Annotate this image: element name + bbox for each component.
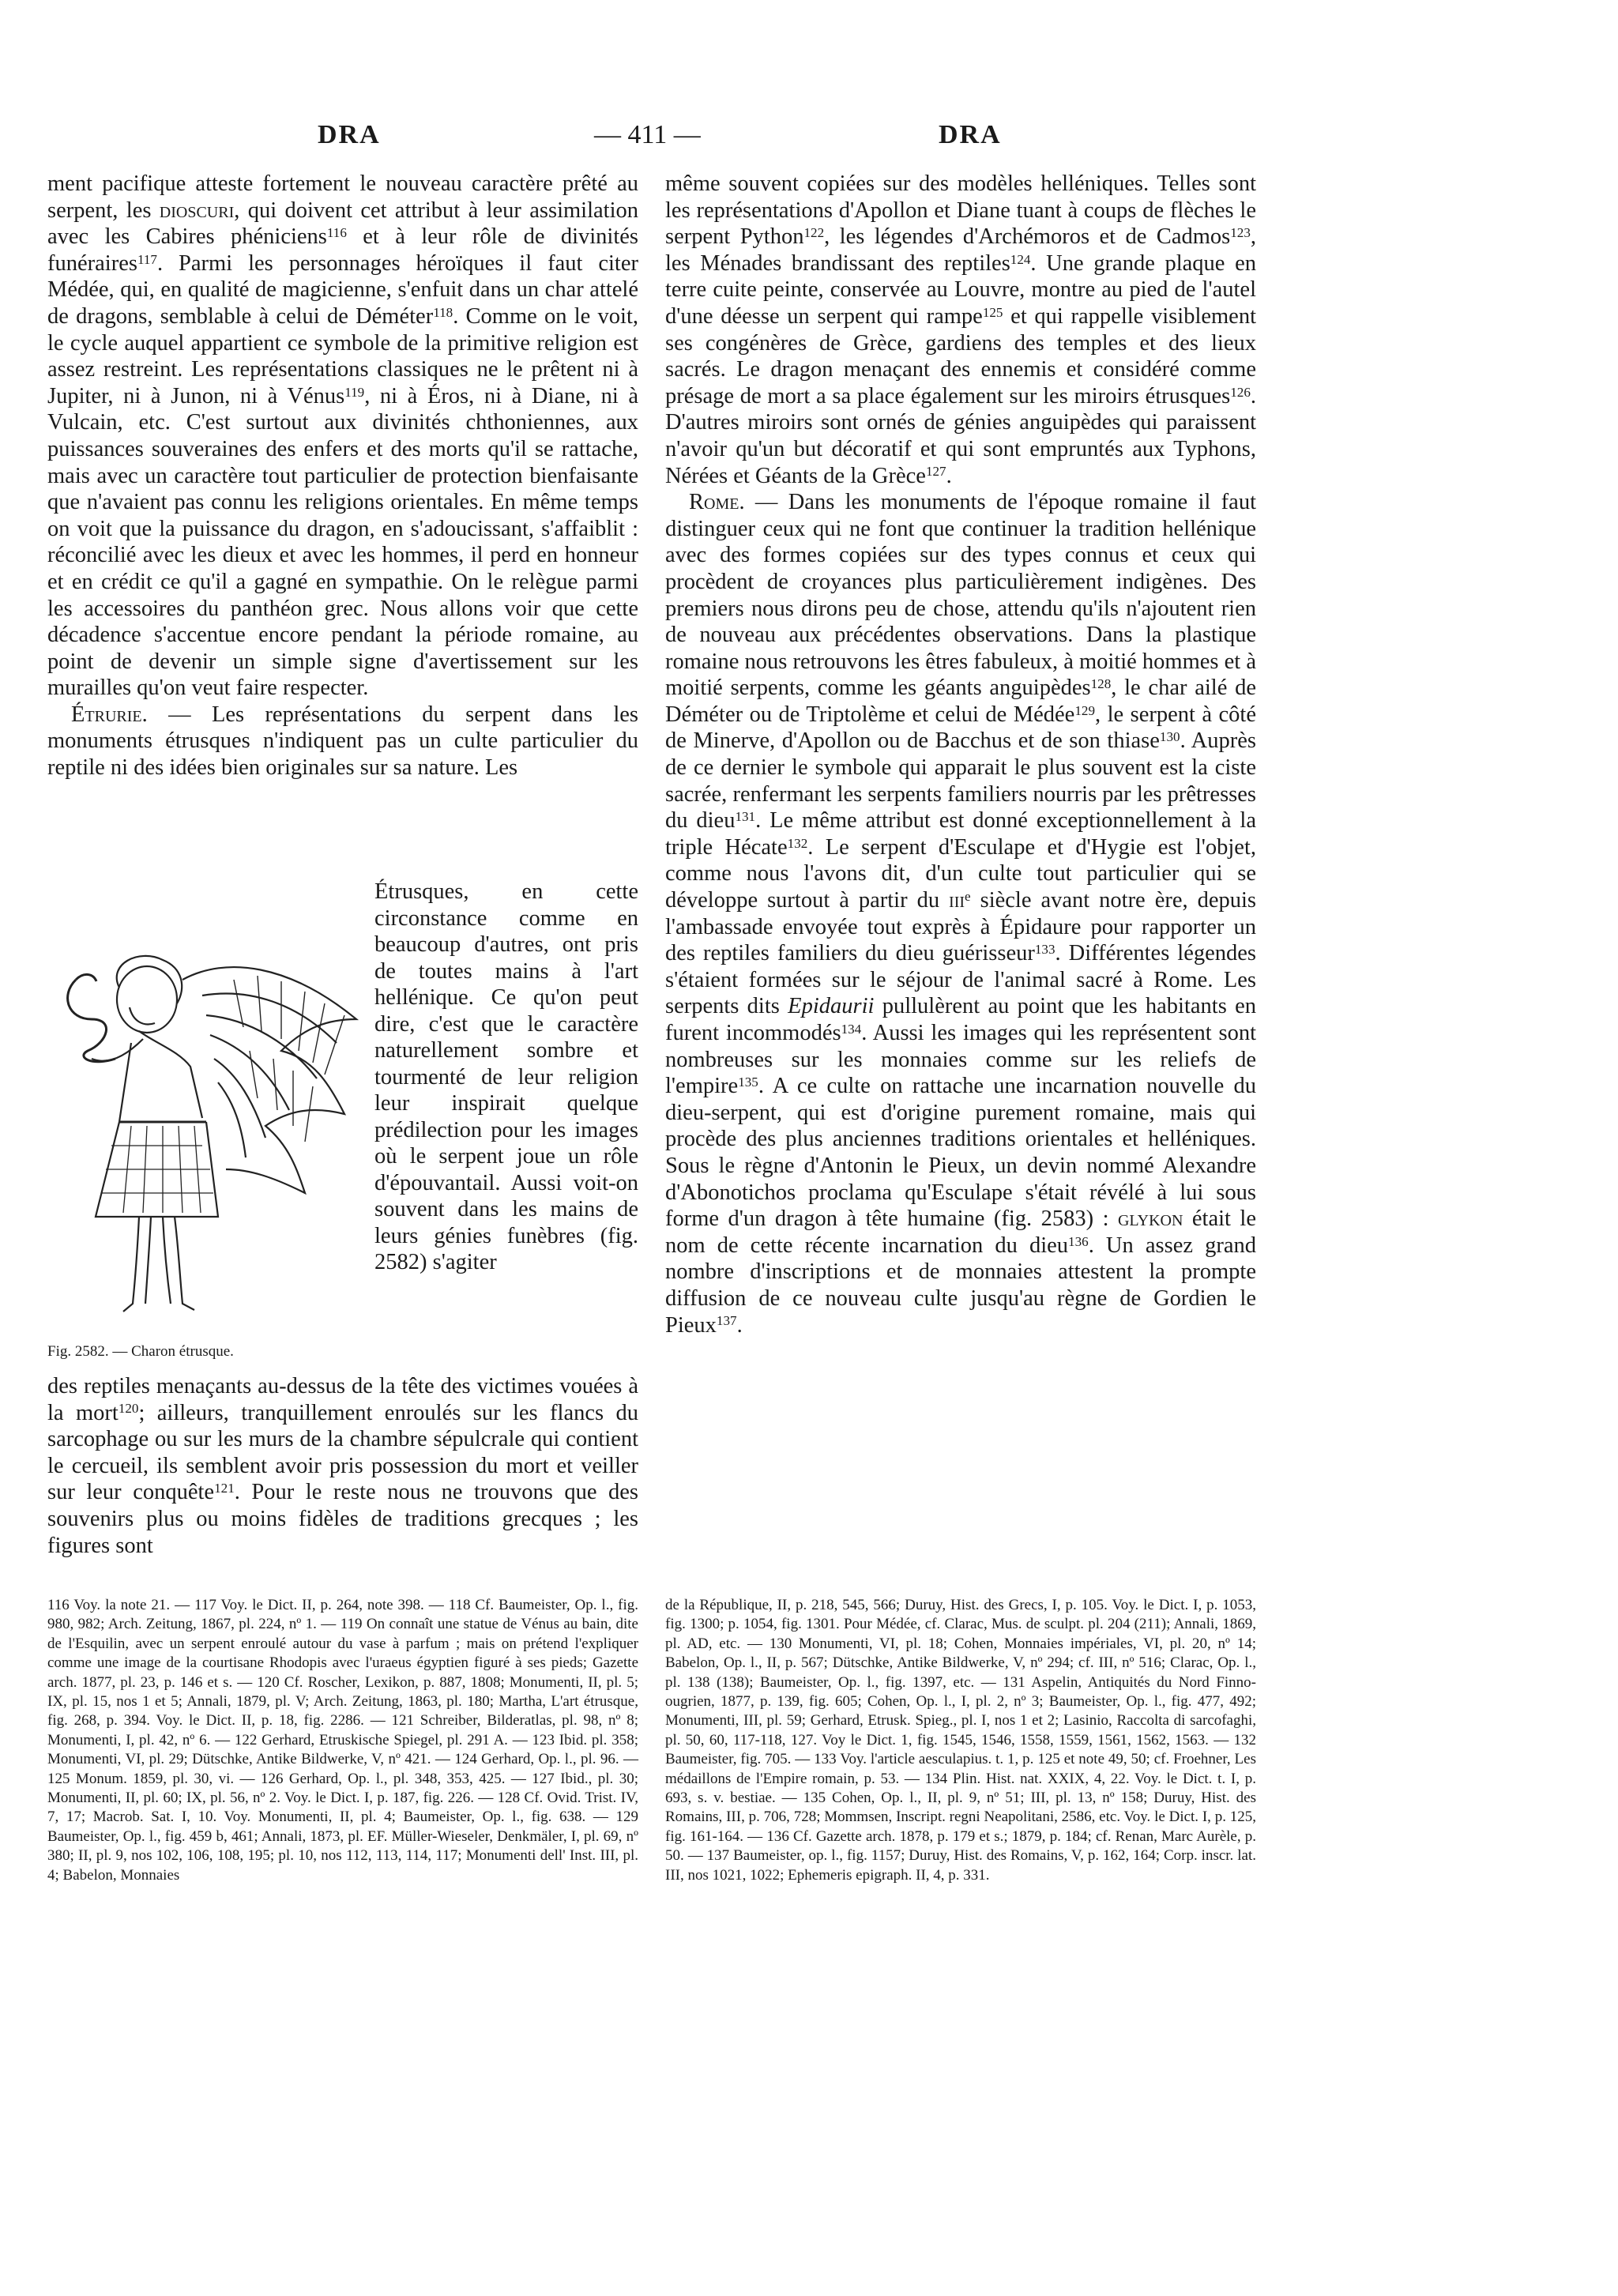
text-run: . Comme on le voit, le cycle auquel appartient ce symbole de la primitive religion est assez restreint. Les représentations classiques ne le prêtent ni à Jupiter, ni à Junon, ni à Vénus <box>47 303 638 408</box>
text-run: ment pacifique atteste fortement le nouveau caractère prêté au serpent, les <box>47 171 638 223</box>
text-beside-figure: Étrusques, en cette circonstance comme en beaucoup d'autres, ont pris de toutes mains à l'art hellénique. Ce qu'on peut dire, c'est que le caractère naturellement sombre et tourmenté de leur religion leur inspirait quelque prédilection pour les images où le serpent joue un rôle d'épouvantail. Aussi voit-on souvent dans les mains de leurs génies funèbres (fig. 2582) s'agiter <box>374 879 638 1274</box>
footnote-ref: 127 <box>925 464 946 480</box>
paragraph <box>47 1373 638 1559</box>
figure-charon-etrusque <box>44 932 368 1339</box>
figure-caption: Fig. 2582. — Charon étrusque. <box>47 1343 234 1360</box>
footnote-ref: 137 <box>716 1313 737 1329</box>
footnote-ref: 122 <box>803 225 825 241</box>
text-run: . Le même attribut est donné exceptionnellement à la triple Hécate <box>665 808 1256 860</box>
text-run: , le char ailé de Déméter ou de Triptolème et celui de Médée <box>665 676 1256 727</box>
footnote-ref: 133 <box>1034 942 1055 958</box>
footnote-ref: 124 <box>1010 251 1031 267</box>
footnote-ref: 118 <box>433 304 453 320</box>
footnote-ref: 130 <box>1159 729 1180 745</box>
text-run: et qui rappelle visiblement ses congénères de Grèce, gardiens des temples et des lieux sacrés. Le dragon menaçant des ennemis et considéré comme présage de mort a sa place également sur les miroirs étrusques <box>665 303 1256 408</box>
text-run: ; ailleurs, tranquillement enroulés sur les flancs du sarcophage ou sur les murs de la chambre sépulcrale qui contient le cercueil, ils semblent avoir pris possession du mort et veiller sur leur conquête <box>47 1400 639 1505</box>
text-run: . D'autres miroirs sont ornés de génies anguipèdes qui paraissent n'avoir qu'un but décoratif et qui sont empruntés aux Typhons, Nérées et Géants de la Grèce <box>665 383 1256 488</box>
paragraph <box>47 171 638 702</box>
page-number: — 411 — <box>594 120 701 149</box>
footnote-ref: 134 <box>841 1021 862 1037</box>
footnote-ref: 126 <box>1230 384 1251 400</box>
text-run: , ni à Éros, ni à Diane, ni à Vulcain, etc. C'est surtout aux divinités chthoniennes, aux puissances souveraines des enfers et des morts qu'il se rattache, mais avec un caractère tout particulier de protection bienfaisante que n'avaient pas connu les religions orientales. En même temps on voit que la puissance du dragon, en s'adoucissant, s'affaiblit : réconcilié avec les dieux et avec les hommes, il perd en honneur et en crédit ce qu'il a gagné en sympathie. On le relègue parmi les accessoires du panthéon grec. Nous allons voir que cette décadence s'accentue encore pendant la période romaine, au point de devenir un simple signe d'avertissement sur les murailles qu'on veut faire respecter. <box>47 383 638 701</box>
text-run: , qui doivent cet attribut à leur assimilation avec les Cabires phéniciens <box>47 198 638 250</box>
text-run: , le serpent à côté de Minerve, d'Apollon ou de Bacchus et de son thiase <box>665 702 1256 754</box>
small-caps-numeral: iii <box>949 888 965 913</box>
text-run: . <box>946 463 952 488</box>
running-head-left: DRA <box>318 120 381 149</box>
footnote-ref: 119 <box>344 384 365 400</box>
text-run: . Différentes légendes s'étaient formées sur le séjour de l'animal sacré à Rome. Les serpents dits <box>665 941 1256 1019</box>
footnote-ref: 128 <box>1090 676 1112 692</box>
text-run: . Parmi les personnages héroïques il faut citer Médée, qui, en qualité de magicienne, s'enfuit dans un char attelé de dragons, semblable à celui de Déméter <box>47 250 638 329</box>
text-run: . Une grande plaque en terre cuite peinte, conservée au Louvre, montre au pied de l'autel d'une déesse un serpent qui rampe <box>665 250 1256 329</box>
footnote-ref: 129 <box>1074 702 1095 718</box>
text-run: . Aussi les images qui les représentent sont nombreuses sur les monnaies comme sur les reliefs de l'empire <box>665 1021 1256 1099</box>
text-run: . Auprès de ce dernier le symbole qui apparait le plus souvent est la ciste sacrée, renfermant les serpents familiers nourris par les prêtresses du dieu <box>665 728 1256 834</box>
text-run: — Les représentations du serpent dans les monuments étrusques n'indiquent pas un culte particulier du reptile ni des idées bien originales sur sa nature. Les <box>47 702 638 781</box>
paragraph-rome <box>665 489 1256 1338</box>
paragraph <box>665 171 1256 489</box>
footnote-ref: 116 <box>326 225 347 241</box>
footnote-ref: 135 <box>738 1075 758 1090</box>
footnote-ref: 123 <box>1230 225 1251 241</box>
text-run: , les Ménades brandissant des reptiles <box>665 224 1256 276</box>
running-head-right: DRA <box>939 120 1002 149</box>
text-run: . Pour le reste nous ne trouvons que des souvenirs plus ou moins fidèles de traditions grecques ; les figures sont <box>47 1480 638 1558</box>
superscript: e <box>965 888 971 904</box>
text-run: . Un assez grand nombre d'inscriptions et de monnaies attestent la prompte diffusion de ce nouveau culte jusqu'au règne de Gordien le Pieux <box>665 1233 1256 1338</box>
left-column-continuation <box>47 1373 638 1559</box>
text-run: , les légendes d'Archémoros et de Cadmos <box>824 224 1231 250</box>
small-caps-term: glykon <box>1117 1206 1183 1232</box>
footnote-ref: 125 <box>982 304 1003 320</box>
section-heading-etrurie: Étrurie. <box>71 702 148 727</box>
text-run: même souvent copiées sur des modèles helléniques. Telles sont les représentations d'Apollon et Diane tuant à coups de flèches le serpent Python <box>665 171 1256 250</box>
footnote-ref: 120 <box>118 1401 139 1417</box>
text-run: siècle avant notre ère, depuis l'ambassade envoyée tout exprès à Épidaure pour rapporter un des reptiles familiers du dieu guérisseur <box>665 888 1256 966</box>
right-column-text <box>665 171 1256 1338</box>
footnote-ref: 136 <box>1068 1233 1089 1249</box>
text-run: . <box>736 1312 743 1338</box>
footnote-ref: 117 <box>137 251 157 267</box>
footnotes-left: 116 Voy. la note 21. — 117 Voy. le Dict. II, p. 264, note 398. — 118 Cf. Baumeister, Op. l., fig. 980, 982; Arch. Zeitung, 1867, pl. 224, nº 1. — 119 On connaît une statue de Vénus au bain, dite de l'Esquilin, avec un serpent enroulé autour du vase à parfum ; mais on prétend l'expliquer comme une image de la courtisane Rhodopis avec l'uraeus égyptien figuré à ses pieds; Gazette arch. 1877, pl. 23, p. 146 et s. — 120 Cf. Roscher, Lexikon, p. 887, 1808; Monumenti, II, pl. 5; IX, pl. 15, nos 1 et 5; Annali, 1879, pl. V; Arch. Zeitung, 1863, pl. 180; Martha, L'art étrusque, fig. 268, p. 394. Voy. le Dict. II, p. 18, fig. 2286. — 121 Schreiber, Bilderatlas, pl. 98, nº 8; Monumenti, I, pl. 42, nº 6. — 122 Gerhard, Etruskische Spiegel, pl. 291 A. — 123 Ibid. pl. 358; Monumenti, VI, pl. 29; Dütschke, Antike Bildwerke, V, nº 421. — 124 Gerhard, Op. l., pl. 96. — 125 Monum. 1859, pl. 30, vi. — 126 Gerhard, Op. l., pl. 348, 353, 425. — 127 Ibid., pl. 30; Monumenti, II, pl. 60; IX, pl. 56, nº 2. Voy. le Dict. I, p. 187, fig. 226. — 128 Cf. Ovid. Trist. IV, 7, 17; Macrob. Sat. I, 10. Voy. Monumenti, II, pl. 4; Baumeister, Op. l., fig. 638. — 129 Baumeister, Op. l., fig. 459 b, 461; Annali, 1873, pl. EF. Müller-Wieseler, Denkmäler, I, pl. 69, nº 380; II, pl. 9, nos 102, 106, 108, 195; pl. 10, nos 112, 113, 114, 117; Monumenti dell' Inst. III, pl. 4; Babelon, Monnaies <box>47 1597 638 1884</box>
footnote-ref: 131 <box>735 809 756 825</box>
paragraph-etrurie <box>47 702 638 781</box>
section-heading-rome: Rome. <box>689 490 745 515</box>
text-run: et à leur rôle de divinités funéraires <box>47 224 638 276</box>
text-run: pullulèrent au point que les habitants en furent incommodés <box>665 994 1256 1045</box>
footnote-ref: 132 <box>787 835 808 851</box>
text-run: — Dans les monuments de l'époque romaine il faut distinguer ceux qui ne font que continuer la tradition hellénique avec des formes copiées sur des types connus et ceux qui procèdent de croyances plus particulièrement indigènes. Des premiers nous dirons peu de chose, attendu qu'ils n'ajoutent rien de nouveau aux précédentes observations. Dans la plastique romaine nous retrouvons les êtres fabuleux, à moitié hommes et à moitié serpents, comme les géants anguipèdes <box>665 490 1256 701</box>
left-column-text <box>47 171 638 781</box>
text-run: . Le serpent d'Esculape et d'Hygie est l'objet, comme nous l'avons dit, d'un culte tout particulier qui se développe surtout à partir du <box>665 834 1256 913</box>
footnote-ref: 121 <box>214 1481 235 1496</box>
footnotes-right: de la République, II, p. 218, 545, 566; Duruy, Hist. des Grecs, I, p. 105. Voy. le Dict. I, p. 1053, fig. 1300; p. 1054, fig. 1301. Pour Médée, cf. Clarac, Mus. de sculpt. pl. 204 (211); Annali, 1869, pl. AD, etc. — 130 Monumenti, VI, pl. 18; Cohen, Monnaies impériales, VI, pl. 20, nº 14; Babelon, Op. l., II, p. 567; Dütschke, Antike Bildwerke, V, nº 294; cf. III, nº 516; Clarac, Op. l., pl. 138 (138); Baumeister, Op. l., fig. 1397, etc. — 131 Aspelin, Antiquités du Nord Finno-ougrien, 1877, p. 139, fig. 605; Cohen, Op. l., I, pl. 2, nº 3; Baumeister, Op. l., fig. 477, 492; Monumenti, III, pl. 59; Gerhard, Etrusk. Spieg., pl. I, nos 1 et 2; Lasinio, Raccolta di sarcofaghi, pl. 50, 60, 117-118, 127. Voy le Dict. 1, fig. 1545, 1546, 1558, 1559, 1561, 1562, 1563. — 132 Baumeister, fig. 705. — 133 Voy. l'article aesculapius. t. 1, p. 125 et note 49, 50; cf. Froehner, Les médaillons de l'Empire romain, p. 53. — 134 Plin. Hist. nat. XXIX, 4, 22. Voy. le Dict. t. I, p. 693, s. v. bestiae. — 135 Cohen, Op. l., II, pl. 9, nº 51; III, pl. 13, nº 158; Duruy, Hist. des Romains, III, p. 706, 728; Mommsen, Inscript. regni Neapolitani, 2586, etc. Voy. le Dict. I, p. 125, fig. 161-164. — 136 Cf. Gazette arch. 1878, p. 179 et s.; 1879, p. 184; cf. Renan, Marc Aurèle, p. 50. — 137 Baumeister, op. l., fig. 1157; Duruy, Hist. des Romains, V, p. 162, 164; Corp. inscr. lat. III, nos 1021, 1022; Ephemeris epigraph. II, 4, p. 331. <box>665 1597 1256 1884</box>
text-run: était le nom de cette récente incarnation du dieu <box>665 1206 1256 1258</box>
italic-term: Epidaurii <box>788 994 875 1019</box>
text-run: . A ce culte on rattache une incarnation nouvelle du dieu-serpent, qui est d'origine purement romaine, mais qui procède des plus anciennes traditions orientales et helléniques. Sous le règne d'Antonin le Pieux, un devin nommé Alexandre d'Abonotichos proclama qu'Esculape s'était révélé à lui sous forme d'un dragon à tête humaine (fig. 2583) : <box>665 1074 1256 1232</box>
small-caps-term: dioscuri <box>159 198 235 223</box>
text-run: des reptiles menaçants au-dessus de la tête des victimes vouées à la mort <box>47 1374 638 1425</box>
